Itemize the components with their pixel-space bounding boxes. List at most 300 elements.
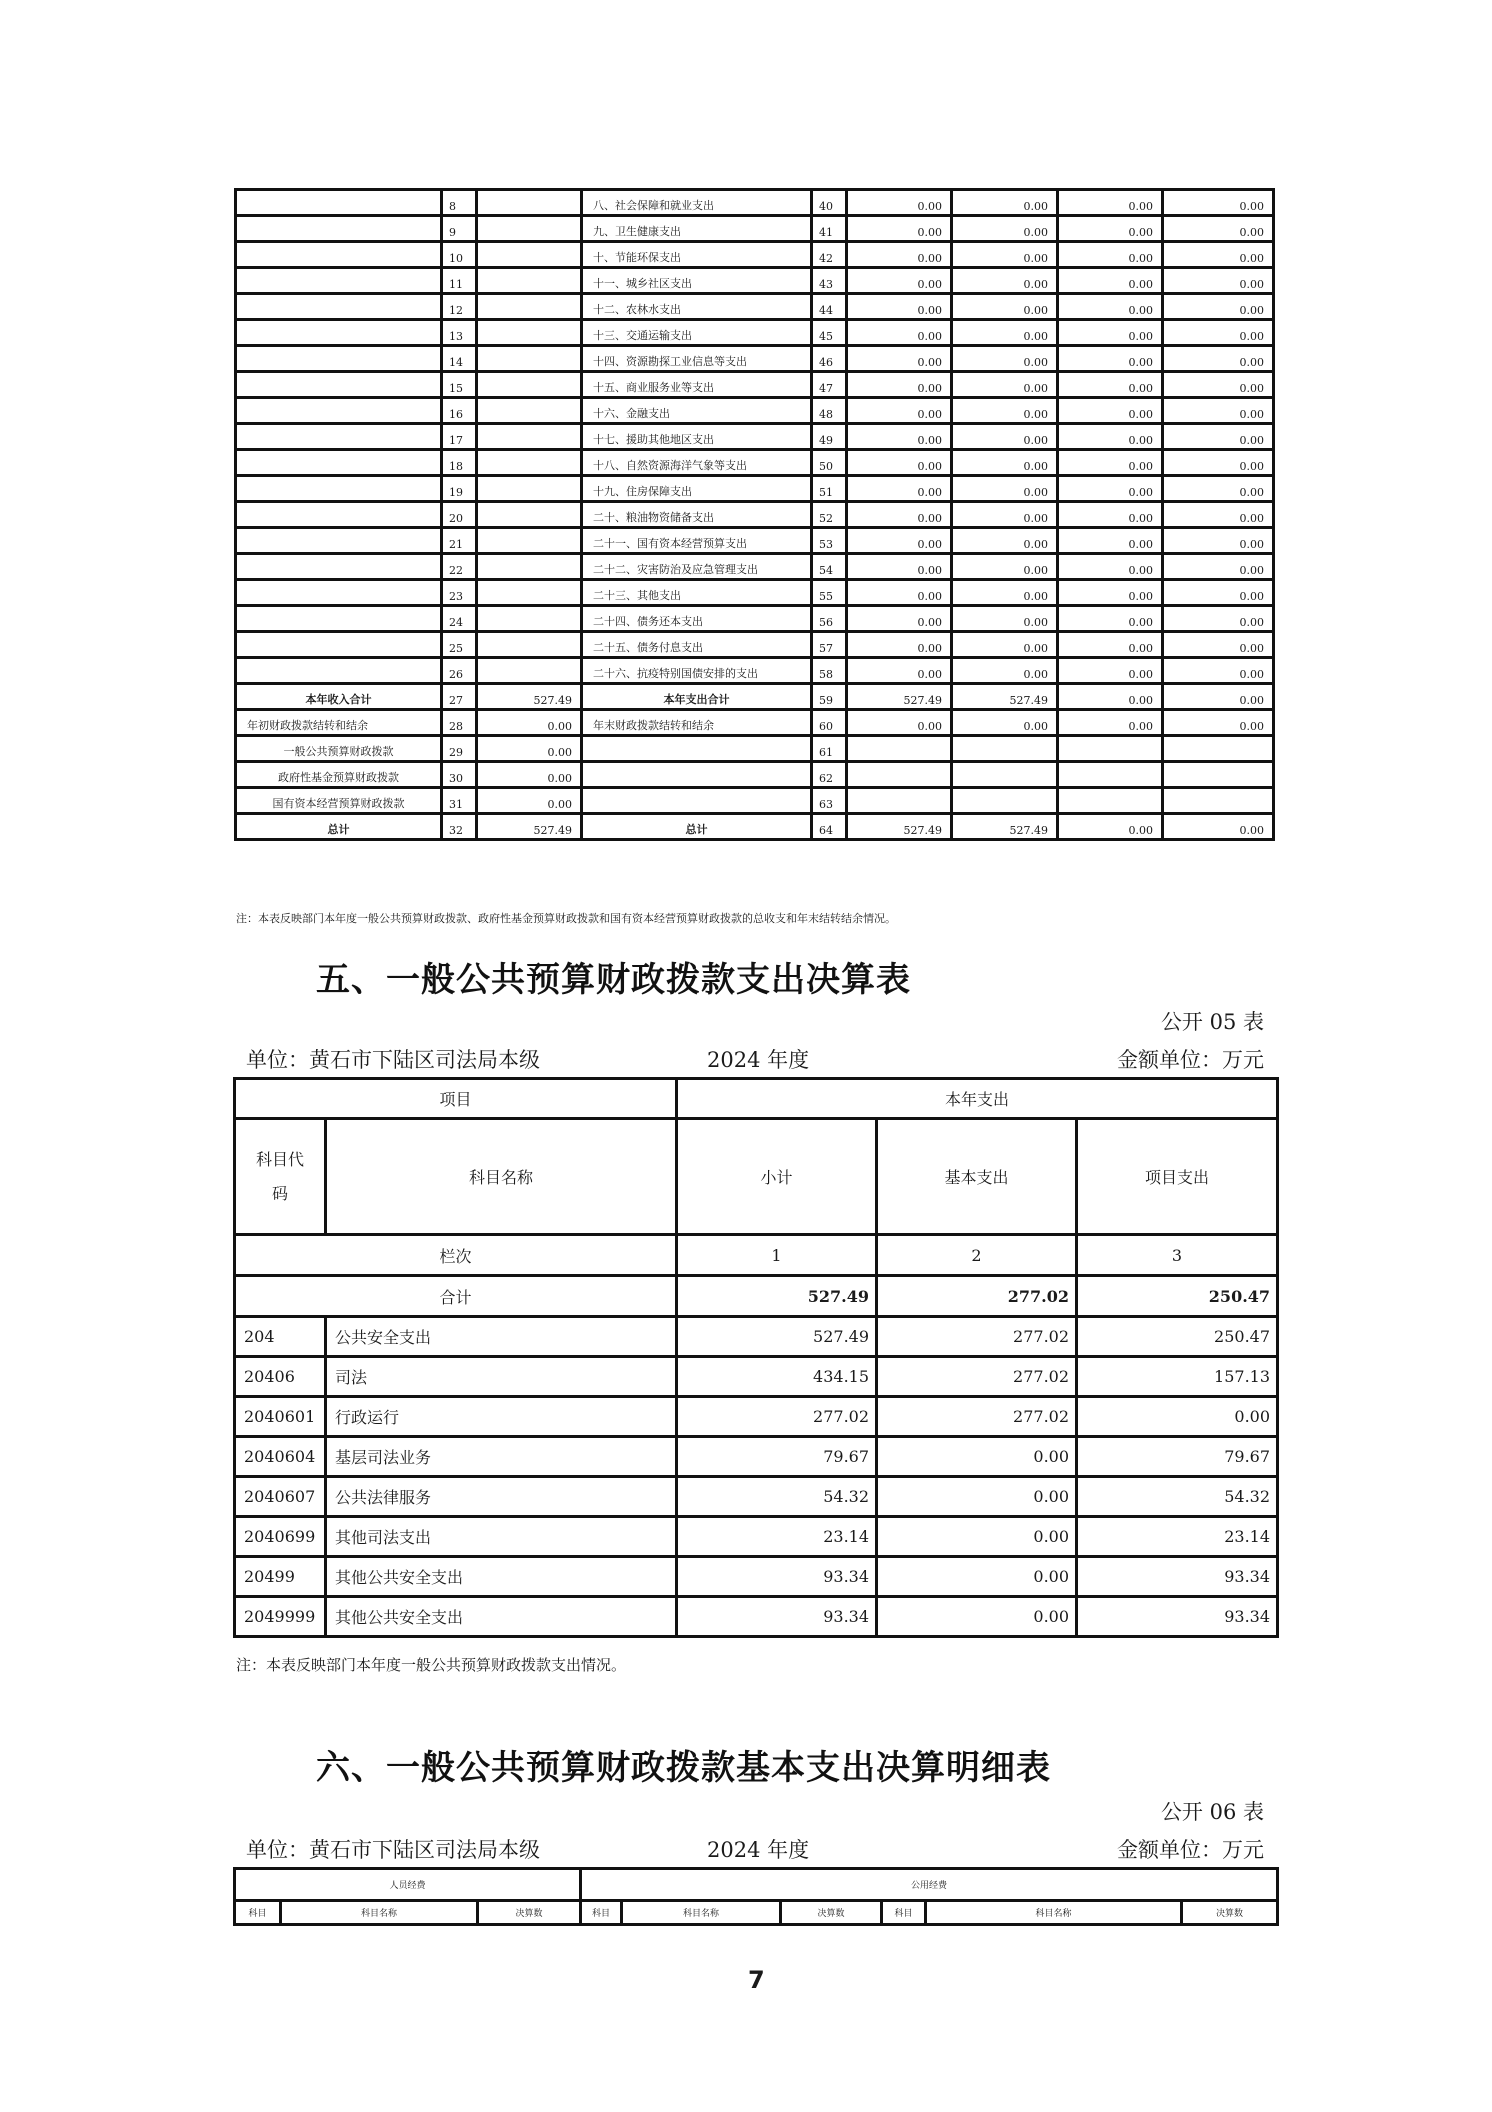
- expense-gov-fund: 0.00: [1058, 346, 1163, 372]
- column-number-3: 3: [1077, 1235, 1278, 1276]
- table4-note: 注：本表反映部门本年度一般公共预算财政拨款、政府性基金预算财政拨款和国有资本经营预算财政拨款的总收支和年末结转结余情况。: [236, 912, 896, 925]
- expense-label: 年末财政拨款结转和结余: [582, 710, 812, 736]
- expense-state-capital: 0.00: [1163, 242, 1274, 268]
- income-label: 总计: [236, 814, 442, 840]
- expense-gov-fund: 0.00: [1058, 216, 1163, 242]
- expense-general-budget: 527.49: [952, 814, 1058, 840]
- income-label: [236, 242, 442, 268]
- expense-label: 十三、交通运输支出: [582, 320, 812, 346]
- expense-label: 十五、商业服务业等支出: [582, 372, 812, 398]
- expense-line-no: 45: [812, 320, 847, 346]
- header-subtotal: 小计: [677, 1119, 877, 1235]
- expense-total: 0.00: [847, 450, 952, 476]
- table6-year: 2024 年度: [707, 1838, 810, 1862]
- expense-general-budget: 0.00: [952, 242, 1058, 268]
- income-line-no: 30: [442, 762, 477, 788]
- page-number: 7: [748, 1966, 765, 1994]
- expense-gov-fund: 0.00: [1058, 814, 1163, 840]
- table-row: [235, 1557, 1278, 1597]
- expense-general-budget: 0.00: [952, 320, 1058, 346]
- expense-state-capital: 0.00: [1163, 554, 1274, 580]
- expense-state-capital: 0.00: [1163, 190, 1274, 216]
- income-line-no: 17: [442, 424, 477, 450]
- basic-value: 0.00: [877, 1557, 1077, 1597]
- expense-gov-fund: 0.00: [1058, 320, 1163, 346]
- expense-gov-fund: 0.00: [1058, 684, 1163, 710]
- table-row: [236, 320, 1274, 346]
- table-row: [236, 606, 1274, 632]
- subtotal-value: 527.49: [677, 1317, 877, 1357]
- expense-total: [847, 736, 952, 762]
- expense-line-no: 63: [812, 788, 847, 814]
- expense-state-capital: 0.00: [1163, 606, 1274, 632]
- table-row: [236, 710, 1274, 736]
- expense-general-budget: 0.00: [952, 216, 1058, 242]
- subject-name: 其他司法支出: [326, 1517, 677, 1557]
- expense-general-budget: 0.00: [952, 476, 1058, 502]
- column-header: 科目名称: [622, 1901, 781, 1925]
- subject-code: 204: [235, 1317, 326, 1357]
- income-label: [236, 606, 442, 632]
- income-amount: 527.49: [477, 684, 582, 710]
- subtotal-value: 23.14: [677, 1517, 877, 1557]
- expense-gov-fund: 0.00: [1058, 372, 1163, 398]
- basic-value: 0.00: [877, 1597, 1077, 1637]
- expense-general-budget: 0.00: [952, 554, 1058, 580]
- table-row: [235, 1357, 1278, 1397]
- expense-label: 十、节能环保支出: [582, 242, 812, 268]
- expense-line-no: 52: [812, 502, 847, 528]
- expense-line-no: 51: [812, 476, 847, 502]
- expense-gov-fund: [1058, 788, 1163, 814]
- income-line-no: 26: [442, 658, 477, 684]
- expense-line-no: 42: [812, 242, 847, 268]
- table-row: [235, 1317, 1278, 1357]
- expense-general-budget: 0.00: [952, 424, 1058, 450]
- project-value: 0.00: [1077, 1397, 1278, 1437]
- project-value: 54.32: [1077, 1477, 1278, 1517]
- expense-line-no: 41: [812, 216, 847, 242]
- table6-amount-unit: 金额单位：万元: [1117, 1838, 1264, 1862]
- income-label: [236, 554, 442, 580]
- table-row: [236, 268, 1274, 294]
- expense-line-no: 50: [812, 450, 847, 476]
- expense-general-budget: 0.00: [952, 632, 1058, 658]
- income-label: [236, 476, 442, 502]
- header-item: 项目: [235, 1079, 677, 1119]
- income-label: [236, 216, 442, 242]
- total-project: 250.47: [1077, 1276, 1278, 1317]
- expense-label: 二十三、其他支出: [582, 580, 812, 606]
- expense-general-budget: 0.00: [952, 658, 1058, 684]
- expense-state-capital: 0.00: [1163, 528, 1274, 554]
- subject-code: 20499: [235, 1557, 326, 1597]
- expense-line-no: 44: [812, 294, 847, 320]
- expense-label: [582, 788, 812, 814]
- table5-year: 2024 年度: [707, 1048, 810, 1072]
- income-amount: [477, 502, 582, 528]
- income-label: 本年收入合计: [236, 684, 442, 710]
- general-budget-expense-table: [233, 1077, 1279, 1638]
- expense-label: 十六、金融支出: [582, 398, 812, 424]
- table-row: [236, 788, 1274, 814]
- basic-value: 0.00: [877, 1477, 1077, 1517]
- expense-gov-fund: 0.00: [1058, 502, 1163, 528]
- expense-line-no: 43: [812, 268, 847, 294]
- subject-name: 司法: [326, 1357, 677, 1397]
- income-line-no: 14: [442, 346, 477, 372]
- income-line-no: 28: [442, 710, 477, 736]
- income-label: [236, 528, 442, 554]
- income-label: 政府性基金预算财政拨款: [236, 762, 442, 788]
- income-line-no: 24: [442, 606, 477, 632]
- income-line-no: 12: [442, 294, 477, 320]
- table-row: [236, 450, 1274, 476]
- income-label: [236, 346, 442, 372]
- table-row: [236, 684, 1274, 710]
- expense-total: [847, 762, 952, 788]
- expense-total: 527.49: [847, 684, 952, 710]
- expense-total: 0.00: [847, 658, 952, 684]
- expense-line-no: 53: [812, 528, 847, 554]
- expense-line-no: 47: [812, 372, 847, 398]
- column-header: 决算数: [781, 1901, 882, 1925]
- expense-general-budget: 0.00: [952, 190, 1058, 216]
- expense-state-capital: 0.00: [1163, 632, 1274, 658]
- table-row: [236, 346, 1274, 372]
- income-amount: 0.00: [477, 762, 582, 788]
- expense-label: 十四、资源勘探工业信息等支出: [582, 346, 812, 372]
- subtotal-value: 277.02: [677, 1397, 877, 1437]
- expense-total: 0.00: [847, 320, 952, 346]
- income-label: [236, 424, 442, 450]
- expense-state-capital: 0.00: [1163, 658, 1274, 684]
- table-row: [235, 1437, 1278, 1477]
- expense-state-capital: [1163, 736, 1274, 762]
- subject-name: 其他公共安全支出: [326, 1597, 677, 1637]
- subtotal-value: 79.67: [677, 1437, 877, 1477]
- income-line-no: 32: [442, 814, 477, 840]
- income-label: [236, 268, 442, 294]
- expense-total: 0.00: [847, 268, 952, 294]
- expense-total: 0.00: [847, 632, 952, 658]
- expense-line-no: 46: [812, 346, 847, 372]
- expense-total: 0.00: [847, 554, 952, 580]
- expense-state-capital: 0.00: [1163, 398, 1274, 424]
- expense-total: 0.00: [847, 216, 952, 242]
- table-row: [236, 658, 1274, 684]
- expense-line-no: 40: [812, 190, 847, 216]
- income-line-no: 16: [442, 398, 477, 424]
- header-row-1: [235, 1079, 1278, 1119]
- expense-line-no: 54: [812, 554, 847, 580]
- subtotal-value: 93.34: [677, 1597, 877, 1637]
- income-amount: [477, 320, 582, 346]
- income-line-no: 31: [442, 788, 477, 814]
- income-amount: [477, 632, 582, 658]
- table-row: [235, 1477, 1278, 1517]
- expense-total: 0.00: [847, 190, 952, 216]
- income-amount: [477, 476, 582, 502]
- expense-state-capital: 0.00: [1163, 268, 1274, 294]
- subject-code: 20406: [235, 1357, 326, 1397]
- expense-general-budget: 0.00: [952, 710, 1058, 736]
- income-label: [236, 190, 442, 216]
- expense-state-capital: 0.00: [1163, 294, 1274, 320]
- income-line-no: 8: [442, 190, 477, 216]
- table-row: [235, 1397, 1278, 1437]
- expense-state-capital: [1163, 762, 1274, 788]
- column-header: 决算数: [478, 1901, 581, 1925]
- column-header: 科目名称: [281, 1901, 478, 1925]
- expense-state-capital: 0.00: [1163, 320, 1274, 346]
- income-line-no: 22: [442, 554, 477, 580]
- header-current-year: 本年支出: [677, 1079, 1278, 1119]
- expense-total: 0.00: [847, 398, 952, 424]
- table-row: [236, 424, 1274, 450]
- total-basic: 277.02: [877, 1276, 1077, 1317]
- income-line-no: 10: [442, 242, 477, 268]
- basic-value: 0.00: [877, 1517, 1077, 1557]
- expense-gov-fund: 0.00: [1058, 528, 1163, 554]
- table-row: [236, 762, 1274, 788]
- income-amount: [477, 450, 582, 476]
- table-row: [235, 1517, 1278, 1557]
- expense-state-capital: 0.00: [1163, 502, 1274, 528]
- expense-general-budget: [952, 762, 1058, 788]
- expense-general-budget: 0.00: [952, 528, 1058, 554]
- income-label: [236, 398, 442, 424]
- table6-unit: 单位：黄石市下陆区司法局本级: [246, 1838, 540, 1862]
- public-expense-header: 公用经费: [581, 1869, 1278, 1901]
- header-row-2: [235, 1119, 1278, 1235]
- expense-gov-fund: 0.00: [1058, 710, 1163, 736]
- income-line-no: 13: [442, 320, 477, 346]
- expense-line-no: 64: [812, 814, 847, 840]
- subject-name: 公共法律服务: [326, 1477, 677, 1517]
- subject-code: 2040607: [235, 1477, 326, 1517]
- project-value: 93.34: [1077, 1557, 1278, 1597]
- expense-state-capital: 0.00: [1163, 216, 1274, 242]
- expense-general-budget: 0.00: [952, 580, 1058, 606]
- income-amount: 0.00: [477, 788, 582, 814]
- expense-line-no: 56: [812, 606, 847, 632]
- income-line-no: 11: [442, 268, 477, 294]
- project-value: 93.34: [1077, 1597, 1278, 1637]
- expense-label: 二十一、国有资本经营预算支出: [582, 528, 812, 554]
- income-amount: [477, 346, 582, 372]
- column-header: 科目: [235, 1901, 281, 1925]
- basic-value: 0.00: [877, 1437, 1077, 1477]
- header-name: 科目名称: [326, 1119, 677, 1235]
- expense-line-no: 58: [812, 658, 847, 684]
- expense-total: [847, 788, 952, 814]
- income-label: [236, 632, 442, 658]
- income-amount: [477, 424, 582, 450]
- expense-gov-fund: 0.00: [1058, 450, 1163, 476]
- expense-state-capital: 0.00: [1163, 684, 1274, 710]
- expense-total: 0.00: [847, 372, 952, 398]
- expense-line-no: 49: [812, 424, 847, 450]
- income-line-no: 29: [442, 736, 477, 762]
- expense-state-capital: 0.00: [1163, 580, 1274, 606]
- expense-label: 十七、援助其他地区支出: [582, 424, 812, 450]
- table6-code: 公开 06 表: [1160, 1800, 1264, 1824]
- expense-gov-fund: 0.00: [1058, 606, 1163, 632]
- expense-general-budget: 0.00: [952, 398, 1058, 424]
- subject-code: 2040699: [235, 1517, 326, 1557]
- income-amount: [477, 242, 582, 268]
- expense-label: [582, 736, 812, 762]
- table-row: [236, 528, 1274, 554]
- income-label: 年初财政拨款结转和结余: [236, 710, 442, 736]
- expense-total: 0.00: [847, 502, 952, 528]
- table-row: [236, 372, 1274, 398]
- expense-label: 二十四、债务还本支出: [582, 606, 812, 632]
- income-amount: [477, 606, 582, 632]
- income-amount: [477, 294, 582, 320]
- income-amount: [477, 580, 582, 606]
- income-amount: [477, 216, 582, 242]
- income-line-no: 9: [442, 216, 477, 242]
- income-amount: 0.00: [477, 736, 582, 762]
- income-line-no: 23: [442, 580, 477, 606]
- income-amount: 527.49: [477, 814, 582, 840]
- expense-label: 十二、农林水支出: [582, 294, 812, 320]
- fiscal-income-expense-table: [234, 188, 1275, 841]
- income-label: [236, 294, 442, 320]
- income-label: [236, 502, 442, 528]
- expense-line-no: 61: [812, 736, 847, 762]
- income-amount: [477, 554, 582, 580]
- expense-state-capital: 0.00: [1163, 346, 1274, 372]
- table-row: [236, 242, 1274, 268]
- income-line-no: 21: [442, 528, 477, 554]
- table5-note: 注：本表反映部门本年度一般公共预算财政拨款支出情况。: [236, 1656, 627, 1674]
- table-row: [236, 580, 1274, 606]
- expense-label: 二十二、灾害防治及应急管理支出: [582, 554, 812, 580]
- income-label: 国有资本经营预算财政拨款: [236, 788, 442, 814]
- expense-total: 0.00: [847, 528, 952, 554]
- expense-general-budget: [952, 736, 1058, 762]
- income-line-no: 18: [442, 450, 477, 476]
- expense-state-capital: 0.00: [1163, 814, 1274, 840]
- expense-general-budget: 0.00: [952, 450, 1058, 476]
- expense-gov-fund: 0.00: [1058, 268, 1163, 294]
- expense-general-budget: 0.00: [952, 346, 1058, 372]
- expense-line-no: 48: [812, 398, 847, 424]
- column-header: 科目: [882, 1901, 926, 1925]
- subject-name: 行政运行: [326, 1397, 677, 1437]
- expense-label: 二十五、债务付息支出: [582, 632, 812, 658]
- expense-total: 0.00: [847, 294, 952, 320]
- income-line-no: 15: [442, 372, 477, 398]
- subject-code: 2040604: [235, 1437, 326, 1477]
- income-amount: [477, 398, 582, 424]
- expense-gov-fund: 0.00: [1058, 658, 1163, 684]
- income-amount: [477, 268, 582, 294]
- expense-general-budget: 0.00: [952, 372, 1058, 398]
- income-label: [236, 320, 442, 346]
- income-amount: [477, 372, 582, 398]
- income-amount: [477, 658, 582, 684]
- income-line-no: 25: [442, 632, 477, 658]
- expense-gov-fund: 0.00: [1058, 398, 1163, 424]
- table5-amount-unit: 金额单位：万元: [1117, 1048, 1264, 1072]
- income-label: 一般公共预算财政拨款: [236, 736, 442, 762]
- project-value: 79.67: [1077, 1437, 1278, 1477]
- expense-total: 0.00: [847, 346, 952, 372]
- expense-state-capital: 0.00: [1163, 710, 1274, 736]
- table-row: [236, 502, 1274, 528]
- expense-line-no: 59: [812, 684, 847, 710]
- table-row: [236, 814, 1274, 840]
- expense-total: 0.00: [847, 580, 952, 606]
- subtotal-value: 54.32: [677, 1477, 877, 1517]
- expense-label: 八、社会保障和就业支出: [582, 190, 812, 216]
- total-label: 合计: [235, 1276, 677, 1317]
- income-line-no: 19: [442, 476, 477, 502]
- subject-code: 2049999: [235, 1597, 326, 1637]
- column-header: 决算数: [1182, 1901, 1278, 1925]
- expense-gov-fund: [1058, 736, 1163, 762]
- expense-label: 二十、粮油物资储备支出: [582, 502, 812, 528]
- expense-label: 十八、自然资源海洋气象等支出: [582, 450, 812, 476]
- expense-state-capital: [1163, 788, 1274, 814]
- expense-general-budget: 0.00: [952, 294, 1058, 320]
- subject-name: 其他公共安全支出: [326, 1557, 677, 1597]
- section5-title: 五、一般公共预算财政拨款支出决算表: [316, 960, 911, 1000]
- column-header: 科目名称: [926, 1901, 1182, 1925]
- expense-general-budget: 0.00: [952, 606, 1058, 632]
- table-row: [236, 736, 1274, 762]
- header-code: 科目代码: [235, 1119, 326, 1235]
- expense-label: [582, 762, 812, 788]
- income-label: [236, 580, 442, 606]
- expense-total: 527.49: [847, 814, 952, 840]
- income-line-no: 20: [442, 502, 477, 528]
- table5-code: 公开 05 表: [1160, 1010, 1264, 1034]
- total-row: [235, 1276, 1278, 1317]
- total-subtotal: 527.49: [677, 1276, 877, 1317]
- expense-label: 本年支出合计: [582, 684, 812, 710]
- expense-label: 十九、住房保障支出: [582, 476, 812, 502]
- personnel-expense-header: 人员经费: [235, 1869, 581, 1901]
- expense-general-budget: 0.00: [952, 502, 1058, 528]
- expense-gov-fund: 0.00: [1058, 476, 1163, 502]
- income-amount: [477, 190, 582, 216]
- expense-gov-fund: [1058, 762, 1163, 788]
- expense-total: 0.00: [847, 710, 952, 736]
- basic-value: 277.02: [877, 1397, 1077, 1437]
- expense-general-budget: [952, 788, 1058, 814]
- section6-title: 六、一般公共预算财政拨款基本支出决算明细表: [316, 1748, 1051, 1788]
- table5-unit: 单位：黄石市下陆区司法局本级: [246, 1048, 540, 1072]
- header-basic: 基本支出: [877, 1119, 1077, 1235]
- project-value: 250.47: [1077, 1317, 1278, 1357]
- column-number-row: [235, 1235, 1278, 1276]
- expense-line-no: 62: [812, 762, 847, 788]
- expense-gov-fund: 0.00: [1058, 294, 1163, 320]
- subtotal-value: 93.34: [677, 1557, 877, 1597]
- group-header-row: [235, 1869, 1278, 1901]
- expense-label: 总计: [582, 814, 812, 840]
- expense-gov-fund: 0.00: [1058, 190, 1163, 216]
- column-number-1: 1: [677, 1235, 877, 1276]
- column-header: 科目: [581, 1901, 622, 1925]
- subject-name: 基层司法业务: [326, 1437, 677, 1477]
- table-row: [236, 294, 1274, 320]
